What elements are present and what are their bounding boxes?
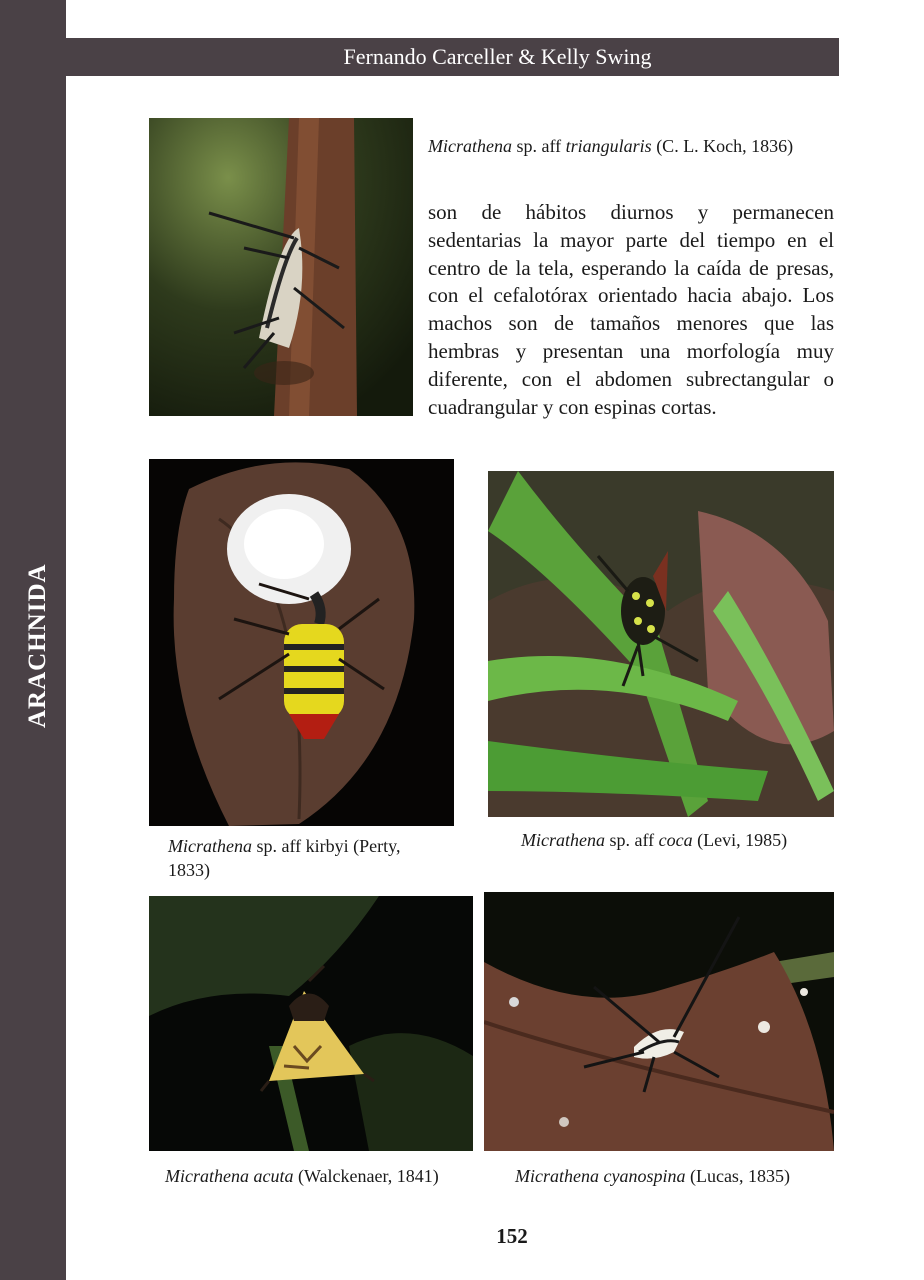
caption-kirbyi — [168, 834, 438, 882]
caption-species: cyanospina — [603, 1166, 686, 1186]
caption-author: (Walckenaer, 1841) — [297, 1166, 439, 1186]
caption-author: (Levi, 1985) — [697, 830, 788, 850]
body-paragraph: son de hábitos diurnos y permanecen sedentarias la mayor parte del tiempo en el centro de la tela, esperando la caída de presas, con el cefalotórax orientado hacia abajo. Los machos son de tamaños menores que las hembras y presentan una morfología muy diferente, con el abdomen subrectangular o cuadrangular y con espinas cortas. — [428, 200, 834, 419]
photo-acuta — [149, 896, 473, 1151]
section-label: ARACHNIDA — [24, 563, 51, 728]
caption-coca — [521, 828, 821, 852]
caption-triangularis — [428, 134, 848, 158]
photo-triangularis — [149, 118, 413, 416]
photo-cyanospina — [484, 892, 834, 1151]
photo-coca — [488, 471, 834, 817]
caption-acuta — [165, 1164, 475, 1188]
header-authors: Fernando Carceller & Kelly Swing — [343, 44, 652, 69]
caption-species: coca — [658, 830, 693, 850]
caption-cyanospina — [515, 1164, 835, 1188]
caption-genus: Micrathena — [165, 1166, 249, 1186]
caption-author: 1833) — [168, 860, 210, 880]
caption-species: triangularis — [565, 136, 652, 156]
caption-text: sp. aff — [609, 830, 655, 850]
caption-author: (C. L. Koch, 1836) — [656, 136, 794, 156]
running-header — [66, 38, 839, 76]
caption-author: (Lucas, 1835) — [689, 1166, 790, 1186]
caption-text: sp. aff kirbyi (Perty, — [256, 836, 401, 856]
caption-species: acuta — [253, 1166, 294, 1186]
caption-genus: Micrathena — [521, 830, 605, 850]
caption-text: sp. aff — [516, 136, 562, 156]
page-number: 152 — [496, 1224, 528, 1248]
caption-genus: Micrathena — [428, 136, 512, 156]
caption-genus: Micrathena — [168, 836, 252, 856]
photo-kirbyi — [149, 459, 454, 826]
caption-genus: Micrathena — [515, 1166, 599, 1186]
